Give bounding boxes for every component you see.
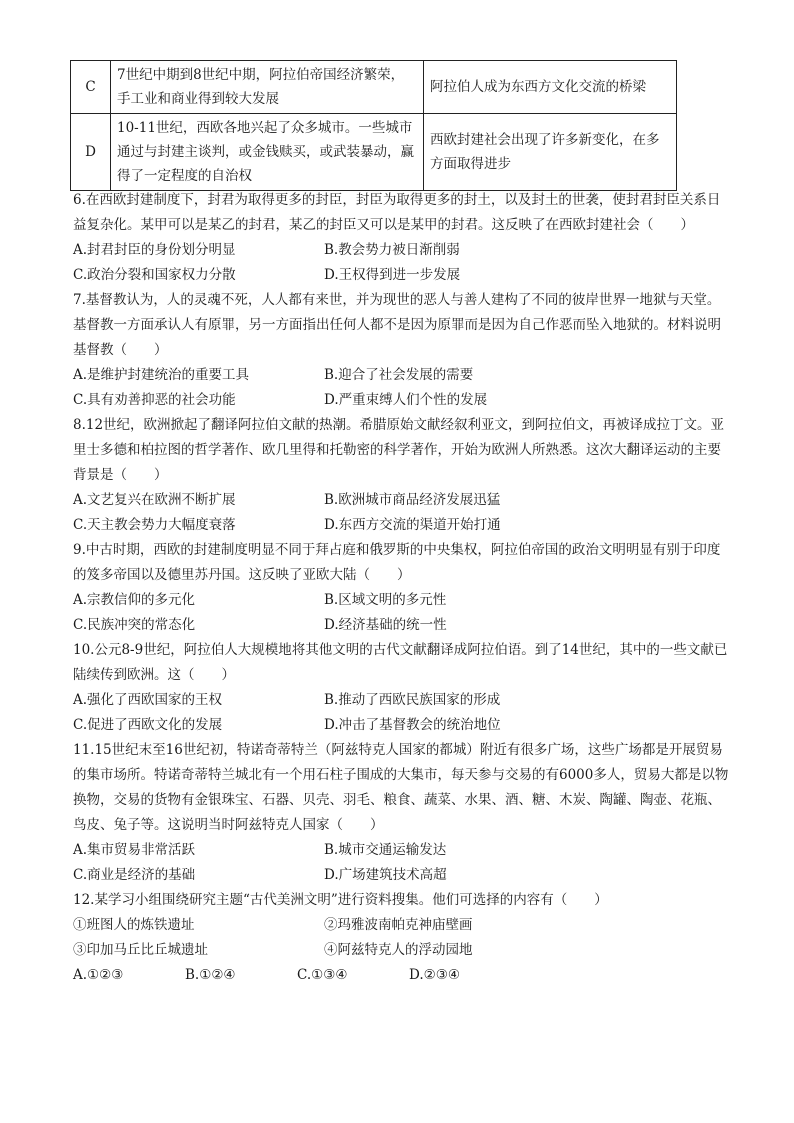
question-12 — [73, 888, 733, 988]
choice-c: C.商业是经济的基础 — [73, 867, 196, 883]
item-3: ③印加马丘比丘城遗址 — [73, 942, 208, 958]
choice-a: A.宗教信仰的多元化 — [73, 592, 196, 608]
choice-d: D.王权得到进一步发展 — [324, 267, 461, 283]
choice-b: B.迎合了社会发展的需要 — [324, 367, 474, 383]
choice-c: C.天主教会势力大幅度衰落 — [73, 517, 236, 533]
question-7 — [73, 288, 733, 413]
choice-a: A.①②③ — [73, 967, 124, 983]
item-1: ①班图人的炼铁遗址 — [73, 917, 195, 933]
question-8 — [73, 413, 733, 538]
choice-d: D.经济基础的统一性 — [324, 617, 447, 633]
choice-c: C.具有劝善抑恶的社会功能 — [73, 392, 236, 408]
question-9 — [73, 538, 733, 638]
choice-a: A.文艺复兴在欧洲不断扩展 — [73, 492, 236, 508]
choice-a: A.封君封臣的身份划分明显 — [73, 242, 236, 258]
option-event: 7世纪中期到8世纪中期，阿拉伯帝国经济繁荣，手工业和商业得到较大发展 — [111, 61, 424, 114]
question-stem: 8.12世纪，欧洲掀起了翻译阿拉伯文献的热潮。希腊原始文献经叙利亚文，到阿拉伯文，再被译成拉丁文。亚里士多德和柏拉图的哲学著作、欧几里得和托勒密的科学著作，开始为欧洲人所熟悉。这次大翻译运动的主要背景是（ ） — [73, 417, 725, 483]
choice-c: C.民族冲突的常态化 — [73, 617, 196, 633]
choice-b: B.区域文明的多元性 — [324, 592, 447, 608]
choice-d: D.冲击了基督教会的统治地位 — [324, 717, 501, 733]
option-impact: 阿拉伯人成为东西方文化交流的桥梁 — [424, 61, 677, 114]
option-impact: 西欧封建社会出现了许多新变化，在多方面取得进步 — [424, 114, 677, 191]
option-letter: C — [71, 61, 111, 114]
choice-b: B.城市交通运输发达 — [324, 842, 447, 858]
choice-a: A.强化了西欧国家的王权 — [73, 692, 223, 708]
choice-c: C.①③④ — [297, 967, 348, 983]
question-10 — [73, 638, 733, 738]
table-row — [71, 114, 677, 191]
question-6 — [73, 188, 733, 288]
choice-c: C.政治分裂和国家权力分散 — [73, 267, 236, 283]
question-stem: 12.某学习小组围绕研究主题“古代美洲文明”进行资料搜集。他们可选择的内容有（ ） — [73, 892, 608, 908]
choice-b: B.①②④ — [185, 967, 236, 983]
option-event: 10-11世纪，西欧各地兴起了众多城市。一些城市通过与封建主谈判，或金钱赎买，或武装暴动，赢得了一定程度的自治权 — [111, 114, 424, 191]
question-11 — [73, 738, 733, 888]
choice-d: D.②③④ — [409, 967, 460, 983]
item-4: ④阿兹特克人的浮动园地 — [324, 942, 473, 958]
table-row — [71, 61, 677, 114]
choice-a: A.是维护封建统治的重要工具 — [73, 367, 250, 383]
answer-options-table — [70, 60, 677, 191]
question-stem: 10.公元8-9世纪，阿拉伯人大规模地将其他文明的古代文献翻译成阿拉伯语。到了14世纪，其中的一些文献已陆续传到欧洲。这（ ） — [73, 642, 728, 683]
question-list — [73, 188, 733, 988]
question-stem: 9.中古时期，西欧的封建制度明显不同于拜占庭和俄罗斯的中央集权，阿拉伯帝国的政治文明明显有别于印度的笈多帝国以及德里苏丹国。这反映了亚欧大陆（ ） — [73, 542, 721, 583]
item-2: ②玛雅波南帕克神庙壁画 — [324, 917, 473, 933]
choice-b: B.推动了西欧民族国家的形成 — [324, 692, 501, 708]
question-stem: 6.在西欧封建制度下，封君为取得更多的封臣，封臣为取得更多的封土，以及封土的世袭，使封君封臣关系日益复杂化。某甲可以是某乙的封君，某乙的封臣又可以是某甲的封君。这反映了在西欧封建社会（ ） — [73, 192, 721, 233]
choice-d: D.严重束缚人们个性的发展 — [324, 392, 488, 408]
choice-b: B.欧洲城市商品经济发展迅猛 — [324, 492, 501, 508]
choice-d: D.广场建筑技术高超 — [324, 867, 447, 883]
option-letter: D — [71, 114, 111, 191]
choice-a: A.集市贸易非常活跃 — [73, 842, 196, 858]
choice-c: C.促进了西欧文化的发展 — [73, 717, 223, 733]
question-stem: 7.基督教认为，人的灵魂不死，人人都有来世，并为现世的恶人与善人建构了不同的彼岸世界一地狱与天堂。基督教一方面承认人有原罪，另一方面指出任何人都不是因为原罪而是因为自己作恶而坠入地狱的。材料说明基督教（ ） — [73, 292, 721, 358]
question-stem: 11.15世纪末至16世纪初，特诺奇蒂特兰（阿兹特克人国家的都城）附近有很多广场，这些广场都是开展贸易的集市场所。特诺奇蒂特兰城北有一个用石柱子围成的大集市，每天参与交易的有6000多人，贸易大都是以物换物，交易的货物有金银珠宝、石器、贝壳、羽毛、粮食、蔬菜、水果、酒、糖、木炭、陶罐、陶壶、花瓶、鸟皮、兔子等。这说明当时阿兹特克人国家（ ） — [73, 742, 729, 833]
choice-d: D.东西方交流的渠道开始打通 — [324, 517, 501, 533]
choice-b: B.教会势力被日渐削弱 — [324, 242, 460, 258]
